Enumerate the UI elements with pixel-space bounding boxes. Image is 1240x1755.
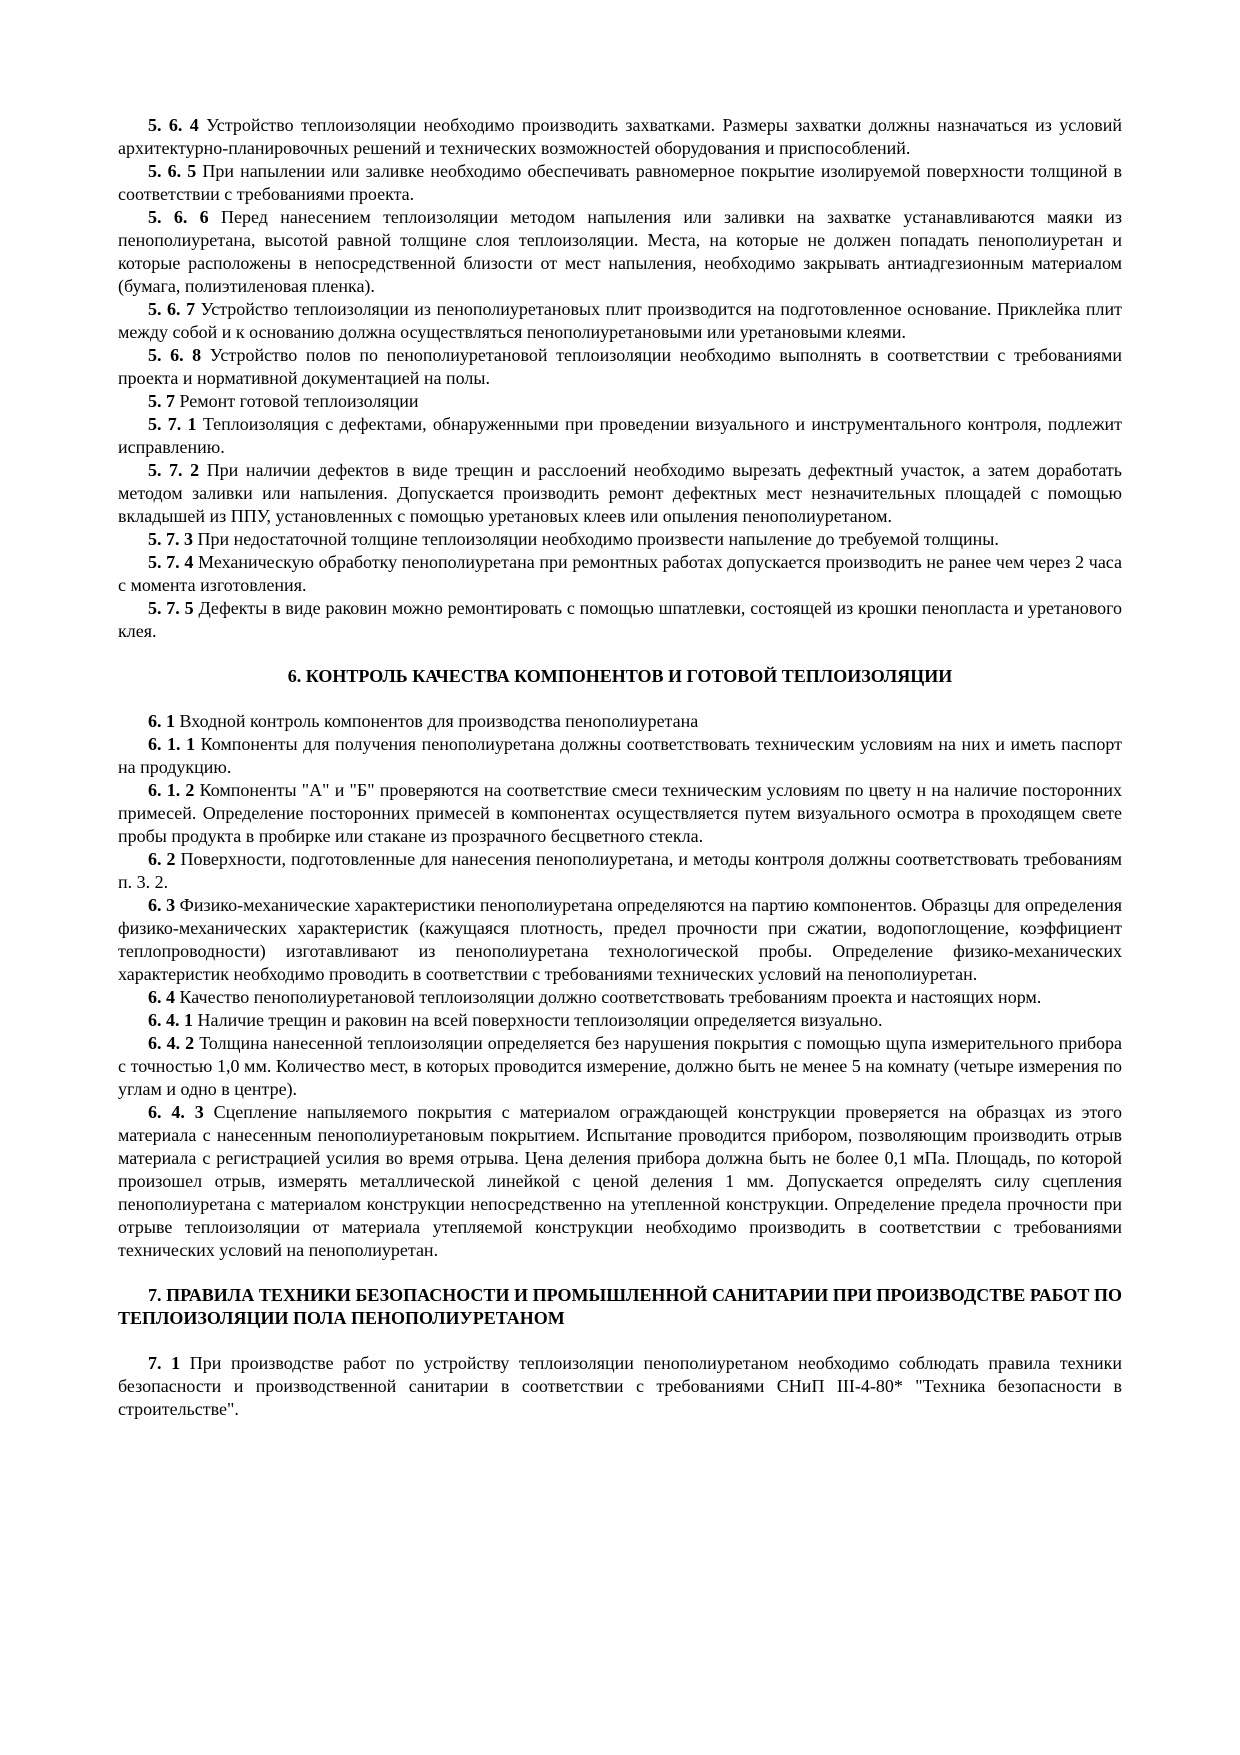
clause-text: При недостаточной толщине теплоизоляции необходимо произвести напыление до требуемой толщины.: [197, 529, 999, 549]
clause-number: 6. 3: [148, 895, 176, 915]
section-7-paragraphs: [118, 1352, 1122, 1421]
paragraph-5-6-4: [118, 114, 1122, 160]
paragraph-6-4-3: [118, 1101, 1122, 1262]
clause-number: 5. 6. 8: [148, 345, 202, 365]
clause-text: Поверхности, подготовленные для нанесения пенополиуретана, и методы контроля должны соответствовать требованиям п. 3. 2.: [118, 849, 1123, 892]
clause-text: Механическую обработку пенополиуретана при ремонтных работах допускается производить не ранее чем через 2 часа с момента изготовления.: [118, 552, 1122, 595]
section-6-heading: 6. КОНТРОЛЬ КАЧЕСТВА КОМПОНЕНТОВ И ГОТОВОЙ ТЕПЛОИЗОЛЯЦИИ: [287, 666, 953, 686]
paragraph-5-6-6: [118, 206, 1122, 298]
paragraph-5-7-2: [118, 459, 1122, 528]
clause-text: Теплоизоляция с дефектами, обнаруженными при проведении визуального и инструментального контроля, подлежит исправлению.: [118, 414, 1123, 457]
clause-text: Дефекты в виде раковин можно ремонтировать с помощью шпатлевки, состоящей из крошки пенопласта и уретанового клея.: [118, 598, 1123, 641]
section-5-paragraphs: [118, 114, 1122, 643]
clause-text: Устройство теплоизоляции из пенополиуретановых плит производится на подготовленное основание. Приклейка плит между собой и к основанию должна осуществляться пенополиуретановыми или уретановыми клеями.: [118, 299, 1122, 342]
clause-text: При наличии дефектов в виде трещин и расслоений необходимо вырезать дефектный участок, а затем доработать методом заливки или напыления. Допускается производить ремонт дефектных мест незначительных площадей с помощью вкладышей из ППУ, установленных с помощью уретановых клеев или опыления пенополиуретаном.: [118, 460, 1123, 526]
clause-number: 5. 7. 1: [148, 414, 197, 434]
clause-number: 5. 6. 7: [148, 299, 196, 319]
clause-number: 6. 4. 2: [148, 1033, 195, 1053]
paragraph-5-6-7: [118, 298, 1122, 344]
clause-text: Входной контроль компонентов для производства пенополиуретана: [179, 711, 699, 731]
clause-text: При производстве работ по устройству теплоизоляции пенополиуретаном необходимо соблюдать правила техники безопасности и производственной санитарии в соответствии с требованиями СНиП III-4-80* "Техника безопасности в строительстве".: [118, 1353, 1122, 1419]
section-6-paragraphs: [118, 710, 1122, 1262]
clause-text: Перед нанесением теплоизоляции методом напыления или заливки на захватке устанавливаются маяки из пенополиуретана, высотой равной толщине слоя теплоизоляции. Места, на которые не должен попадать пенополиуретан и которые расположены в непосредственной близости от мест напыления, необходимо закрывать антиадгезионным материалом (бумага, полиэтиленовая пленка).: [118, 207, 1123, 296]
clause-number: 6. 4. 1: [148, 1010, 193, 1030]
paragraph-6-4: [118, 986, 1122, 1009]
clause-number: 5. 6. 4: [148, 115, 199, 135]
clause-text: Компоненты "А" и "Б" проверяются на соответствие смеси техническим условиям по цвету н на наличие посторонних примесей. Определение посторонних примесей в компонентах осуществляется путем визуального осмотра в проходящем свете пробы продукта в пробирке или стакане из прозрачного бесцветного стекла.: [118, 780, 1123, 846]
paragraph-6-2: [118, 848, 1122, 894]
clause-number: 6. 4. 3: [148, 1102, 204, 1122]
paragraph-6-4-2: [118, 1032, 1122, 1101]
paragraph-5-7-5: [118, 597, 1122, 643]
clause-number: 5. 7. 3: [148, 529, 193, 549]
paragraph-5-6-8: [118, 344, 1122, 390]
clause-number: 5. 6. 5: [148, 161, 197, 181]
clause-number: 5. 7. 4: [148, 552, 194, 572]
clause-text: Качество пенополиуретановой теплоизоляции должно соответствовать требованиям проекта и настоящих норм.: [179, 987, 1042, 1007]
paragraph-6-4-1: [118, 1009, 1122, 1032]
clause-text: Толщина нанесенной теплоизоляции определяется без нарушения покрытия с помощью щупа измерительного прибора с точностью 1,0 мм. Количество мест, в которых проводится измерение, должно быть не менее 5 на комнату (четыре измерения по углам и одно в центре).: [118, 1033, 1122, 1099]
clause-number: 7. 1: [148, 1353, 181, 1373]
clause-number: 6. 1. 1: [148, 734, 196, 754]
clause-number: 6. 1: [148, 711, 175, 731]
clause-number: 5. 7. 5: [148, 598, 194, 618]
clause-text: Сцепление напыляемого покрытия с материалом ограждающей конструкции проверяется на образцах из этого материала с нанесенным пенополиуретановым покрытием. Испытание проводится прибором, позволяющим производить отрыв материала с регистрацией усилия во время отрыва. Цена деления прибора должна быть не более 0,1 мПа. Площадь, по которой произошел отрыв, измерять металлической линейкой с ценой деления 1 мм. Допускается определять силу сцепления пенополиуретана с материалом конструкции непосредственно на утепленной конструкции. Определение предела прочности при отрыве теплоизоляции от материала утепляемой конструкции необходимо производить в соответствии с требованиями технических условий на пенополиуретан.: [118, 1102, 1123, 1260]
clause-number: 5. 7. 2: [148, 460, 200, 480]
paragraph-6-1-2: [118, 779, 1122, 848]
clause-number: 6. 2: [148, 849, 176, 869]
section-7-heading: 7. ПРАВИЛА ТЕХНИКИ БЕЗОПАСНОСТИ И ПРОМЫШЛЕННОЙ САНИТАРИИ ПРИ ПРОИЗВОДСТВЕ РАБОТ ПО ТЕПЛОИЗОЛЯЦИИ ПОЛА ПЕНОПОЛИУРЕТАНОМ: [118, 1285, 1122, 1328]
clause-number: 6. 1. 2: [148, 780, 195, 800]
clause-text: Ремонт готовой теплоизоляции: [179, 391, 419, 411]
paragraph-6-1-1: [118, 733, 1122, 779]
paragraph-6-3: [118, 894, 1122, 986]
clause-text: При напылении или заливке необходимо обеспечивать равномерное покрытие изолируемой поверхности толщиной в соответствии с требованиями проекта.: [118, 161, 1123, 204]
clause-text: Физико-механические характеристики пенополиуретана определяются на партию компонентов. Образцы для определения физико-механических характеристик (кажущаяся плотность, предел прочности при сжатии, водопоглощение, коэффициент теплопроводности) изготавливают из пенополиуретана технологической пробы. Определение физико-механических характеристик необходимо проводить в соответствии с требованиями технических условий на пенополиуретан.: [118, 895, 1122, 984]
paragraph-5-7: [118, 390, 1122, 413]
paragraph-5-6-5: [118, 160, 1122, 206]
clause-text: Устройство полов по пенополиуретановой теплоизоляции необходимо выполнять в соответствии с требованиями проекта и нормативной документацией на полы.: [118, 345, 1123, 388]
paragraph-5-7-4: [118, 551, 1122, 597]
clause-number: 6. 4: [148, 987, 175, 1007]
paragraph-7-1: [118, 1352, 1122, 1421]
paragraph-5-7-3: [118, 528, 1122, 551]
clause-text: Компоненты для получения пенополиуретана должны соответствовать техническим условиям на них и иметь паспорт на продукцию.: [118, 734, 1123, 777]
clause-text: Наличие трещин и раковин на всей поверхности теплоизоляции определяется визуально.: [197, 1010, 883, 1030]
document-page: [118, 114, 1122, 1421]
paragraph-6-1: [118, 710, 1122, 733]
paragraph-5-7-1: [118, 413, 1122, 459]
clause-number: 5. 6. 6: [148, 207, 209, 227]
clause-number: 5. 7: [148, 391, 175, 411]
clause-text: Устройство теплоизоляции необходимо производить захватками. Размеры захватки должны назначаться из условий архитектурно-планировочных решений и технических возможностей оборудования и приспособлений.: [118, 115, 1122, 158]
